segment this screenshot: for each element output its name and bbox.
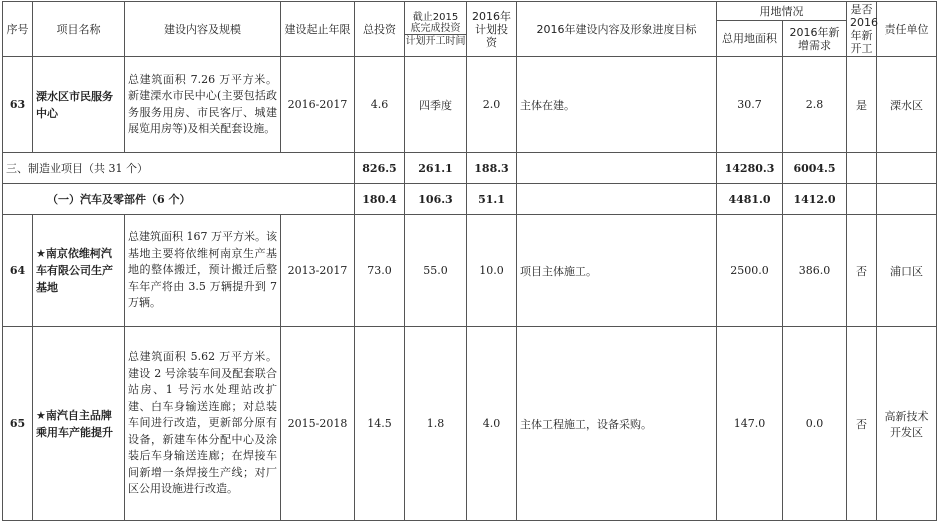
row-period: 2013-2017 xyxy=(281,215,355,327)
row-invest-2016: 2.0 xyxy=(467,57,517,153)
section-land-total: 14280.3 xyxy=(717,153,783,184)
row-land-new: 2.8 xyxy=(783,57,847,153)
row-content: 总建筑面积 7.26 万平方米。新建溧水市民中心(主要包括政务服务用房、市民客厅、城建展览用房等)及相关配套设施。 xyxy=(125,57,281,153)
row-invest-2016: 10.0 xyxy=(467,215,517,327)
row-content-2016: 主体在建。 xyxy=(517,57,717,153)
row-total: 73.0 xyxy=(355,215,405,327)
header-period: 建设起止年限 xyxy=(281,2,355,57)
row-content-2016: 主体工程施工，设备采购。 xyxy=(517,327,717,521)
row-content-2016: 项目主体施工。 xyxy=(517,215,717,327)
row-land-total: 2500.0 xyxy=(717,215,783,327)
table-row xyxy=(3,327,937,521)
row-new-start: 是 xyxy=(847,57,877,153)
header-content-2016: 2016年建设内容及形象进度目标 xyxy=(517,2,717,57)
header-total-invest: 总投资 xyxy=(355,2,405,57)
row-content: 总建筑面积 5.62 万平方米。建设 2 号涂装车间及配套联合站房、1 号污水处理站改扩建、白车身输送连廊；对总装车间进行改造，更新部分原有设备，新建车体分配中心及涂装后车身输送连廊；在焊接车间新增一条焊接生产线；对厂区公用设施进行改造。 xyxy=(125,327,281,521)
header-progress-bottom: 计划开工时间 xyxy=(405,35,466,47)
row-total: 14.5 xyxy=(355,327,405,521)
section-total: 826.5 xyxy=(355,153,405,184)
row-unit: 浦口区 xyxy=(877,215,937,327)
row-name: ★南汽自主品牌乘用车产能提升 xyxy=(33,327,125,521)
section-land-new: 1412.0 xyxy=(783,184,847,215)
table-row xyxy=(3,57,937,153)
row-total: 4.6 xyxy=(355,57,405,153)
row-land-total: 147.0 xyxy=(717,327,783,521)
section-land-total: 4481.0 xyxy=(717,184,783,215)
row-land-new: 386.0 xyxy=(783,215,847,327)
row-progress: 四季度 xyxy=(405,57,467,153)
header-new-start: 是否2016年新开工 xyxy=(847,2,877,57)
row-progress: 1.8 xyxy=(405,327,467,521)
row-new-start: 否 xyxy=(847,215,877,327)
section-empty xyxy=(517,153,717,184)
row-land-total: 30.7 xyxy=(717,57,783,153)
section-land-new: 6004.5 xyxy=(783,153,847,184)
row-unit: 高新技术开发区 xyxy=(877,327,937,521)
header-progress xyxy=(405,2,467,57)
row-name: 溧水区市民服务中心 xyxy=(33,57,125,153)
project-table xyxy=(2,1,937,521)
section-empty xyxy=(847,153,877,184)
section-row-auto xyxy=(3,184,937,215)
row-unit: 溧水区 xyxy=(877,57,937,153)
header-content: 建设内容及规模 xyxy=(125,2,281,57)
section-empty xyxy=(517,184,717,215)
row-seq: 64 xyxy=(3,215,33,327)
section-label: （一）汽车及零部件（6 个） xyxy=(3,184,355,215)
section-label: 三、制造业项目（共 31 个） xyxy=(3,153,355,184)
section-row-manufacturing xyxy=(3,153,937,184)
row-seq: 65 xyxy=(3,327,33,521)
header-progress-top: 截止2015底完成投资 xyxy=(410,11,461,34)
section-invest-2016: 188.3 xyxy=(467,153,517,184)
header-land: 用地情况 xyxy=(717,2,847,21)
row-seq: 63 xyxy=(3,57,33,153)
row-progress: 55.0 xyxy=(405,215,467,327)
header-land-new: 2016年新增需求 xyxy=(783,21,847,57)
section-total: 180.4 xyxy=(355,184,405,215)
row-name: ★南京依维柯汽车有限公司生产基地 xyxy=(33,215,125,327)
table-row xyxy=(3,215,937,327)
row-new-start: 否 xyxy=(847,327,877,521)
section-progress: 261.1 xyxy=(405,153,467,184)
row-period: 2015-2018 xyxy=(281,327,355,521)
section-empty xyxy=(877,184,937,215)
row-land-new: 0.0 xyxy=(783,327,847,521)
row-content: 总建筑面积 167 万平方米。该基地主要将依维柯南京生产基地的整体搬迁，预计搬迁后整车年产将由 3.5 万辆提升到 7 万辆。 xyxy=(125,215,281,327)
header-land-total: 总用地面积 xyxy=(717,21,783,57)
header-name: 项目名称 xyxy=(33,2,125,57)
section-invest-2016: 51.1 xyxy=(467,184,517,215)
header-invest-2016: 2016年计划投资 xyxy=(467,2,517,57)
row-invest-2016: 4.0 xyxy=(467,327,517,521)
row-period: 2016-2017 xyxy=(281,57,355,153)
section-empty xyxy=(847,184,877,215)
section-progress: 106.3 xyxy=(405,184,467,215)
section-empty xyxy=(877,153,937,184)
header-unit: 责任单位 xyxy=(877,2,937,57)
header-seq: 序号 xyxy=(3,2,33,57)
